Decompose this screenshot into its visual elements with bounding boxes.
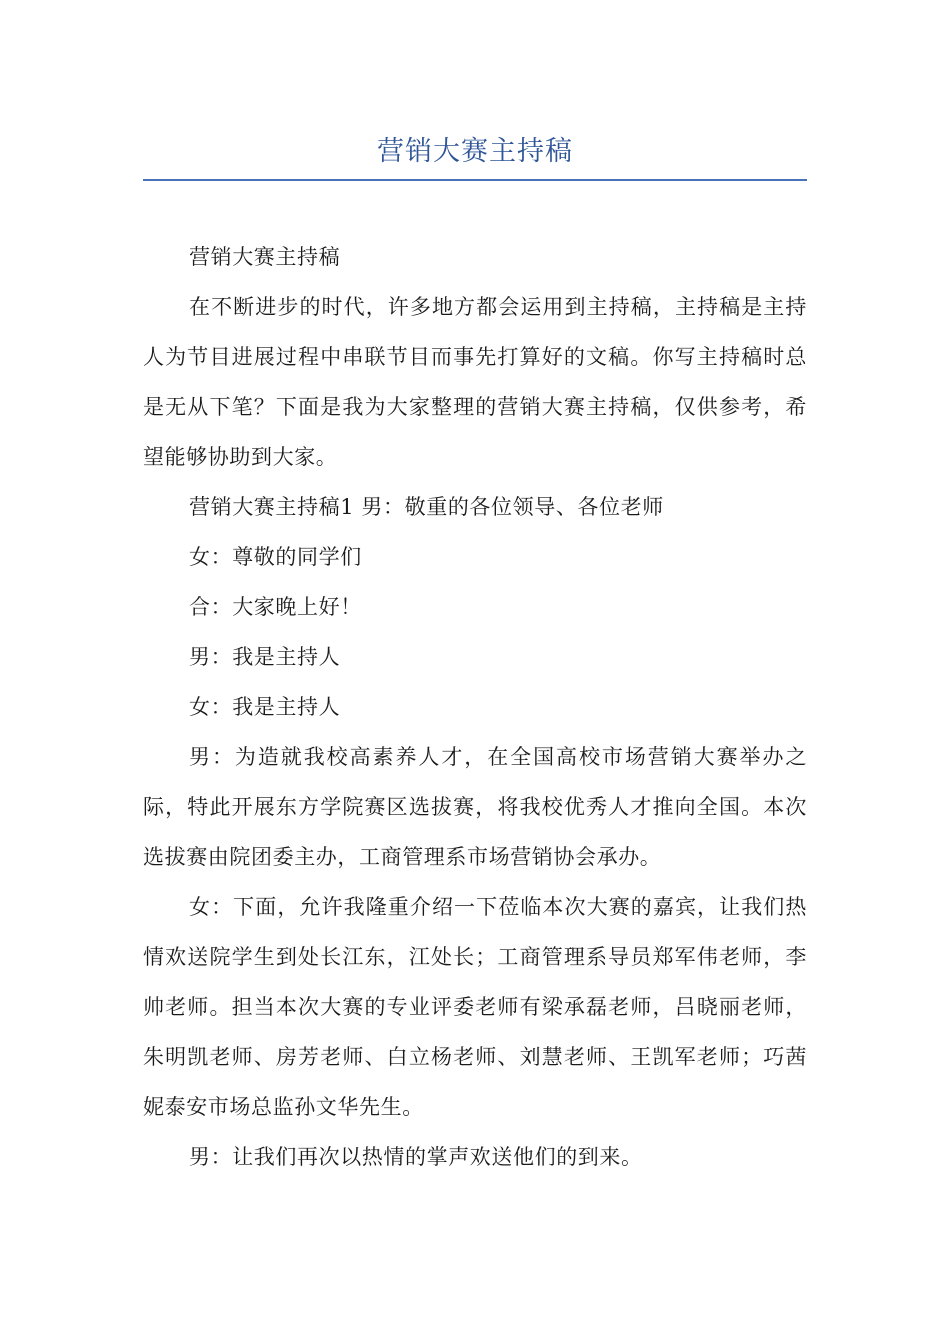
paragraph-dialogue: 男：为造就我校高素养人才，在全国高校市场营销大赛举办之际，特此开展东方学院赛区选拔赛，将我校优秀人才推向全国。本次选拔赛由院团委主办，工商管理系市场营销协会承办。 [143,745,807,869]
document-body [143,232,807,1182]
paragraph-dialogue: 女：我是主持人 [189,695,341,719]
title-underline [143,179,807,181]
paragraph-opening: 营销大赛主持稿1 男：敬重的各位领导、各位老师 [189,495,664,519]
paragraph-intro: 在不断进步的时代，许多地方都会运用到主持稿，主持稿是主持人为节目进展过程中串联节目而事先打算好的文稿。你写主持稿时总是无从下笔？下面是我为大家整理的营销大赛主持稿，仅供参考，希望能够协助到大家。 [143,295,807,469]
paragraph-dialogue: 男：我是主持人 [189,645,341,669]
paragraph-dialogue: 女：下面，允许我隆重介绍一下莅临本次大赛的嘉宾，让我们热情欢送院学生到处长江东，江处长；工商管理系导员郑军伟老师，李帅老师。担当本次大赛的专业评委老师有梁承磊老师，吕晓丽老师，朱明凯老师、房芳老师、白立杨老师、刘慧老师、王凯军老师；巧茜妮泰安市场总监孙文华先生。 [143,895,807,1119]
document-title: 营销大赛主持稿 [377,136,573,167]
paragraph-dialogue: 合：大家晚上好！ [189,595,362,619]
paragraph-dialogue: 男：让我们再次以热情的掌声欢送他们的到来。 [189,1145,643,1169]
paragraph-dialogue: 女：尊敬的同学们 [189,545,362,569]
paragraph-heading: 营销大赛主持稿 [189,245,341,269]
